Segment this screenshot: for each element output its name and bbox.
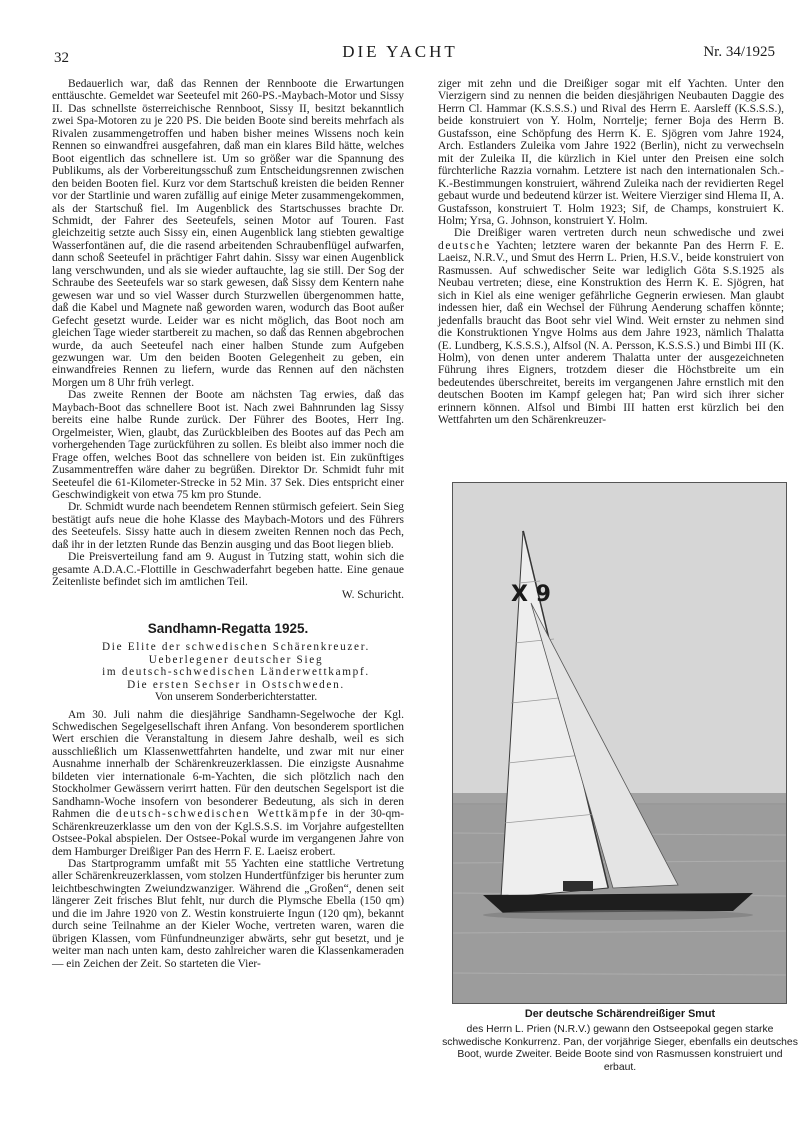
- sail-number: X 9: [511, 582, 551, 607]
- spaced-emphasis: deutsch-schwedischen Wettkämpfe: [115, 808, 330, 821]
- photo-caption-text: des Herrn L. Prien (N.R.V.) gewann den Ostseepokal gegen starke schwedische Konkurrenz. Pan, der vorjährige Sieger, ebenfalls ein deutsches Boot, wurde Zweiter. Beide Boote sind von Rasmussen konstruiert und erbaut.: [442, 1024, 798, 1073]
- paragraph: Die Preisverteilung fand am 9. August in Tutzing statt, wohin sich die gesamte A.D.A.C.-Flottille in Geschwaderfahrt begeben hatte. Eine genaue Zeitenliste befindet sich im amtlichen Teil.: [52, 551, 404, 589]
- article-subtitle: im deutsch-schwedischen Länderwettkampf.: [102, 666, 370, 679]
- right-column: [438, 78, 784, 427]
- article-subtitle: Die Elite der schwedischen Schärenkreuzer.: [101, 641, 371, 654]
- paragraph: Bedauerlich war, daß das Rennen der Rennboote die Erwartungen enttäuschte. Gemeldet war Seeteufel mit 260-PS.-Maybach-Motor und Sissy II. Das schnellste österreichische Rennboot, Sissy II, besitzt bekanntlich zwei Spa-Motoren zu je 220 PS. Die beiden Boote sind bereits mehrfach als Rivalen zusammengetroffen und haben bisher meines Wissens noch kein Rennen so einwandfrei ausgefahren, daß man ein klares Bild hätte, welches Boot eigentlich das schnellere ist. Um so größer war die Spannung des Publikums, als der Vorbereitungsschuß zum Entscheidungsrennen zwischen den beiden Booten fiel. Kurz vor dem Startschuß kreisten die beiden Renner vor der Startlinie und waren zufällig auf einige Meter zusammengekommen, als der Startschuß fiel. Im Augenblick des Startschusses brachte Dr. Schmidt, der Fahrer des Seeteufels, seinen Motor auf Touren. Fast gleichzeitig setzte auch Sissy ein, einen Augenblick lang stiebten gewaltige Wasserfontänen auf, die die rasend arbeitenden Schraubenflügel aufwarfen, dann schoß Seeteufel in prächtiger Fahrt dahin. Sissy war einen Augenblick lang verschwunden, und als sie wieder auftauchte, lag sie still. Der Sog der Schraube des Seeteufels war so stark gewesen, daß Sissy dem Kentern nahe gewesen war und so viel Wasser durch Sturzwellen übergenommen hatte, daß die Kabel und Magnete naß geworden waren, wodurch das Boot außer Gefecht gesetzt wurde. Leider war es nicht möglich, das Boot noch am gleichen Tage wieder startbereit zu machen, so daß das Rennen abgebrochen wurde, da auch Seeteufel nach einer halben Stunde zum Aufgeben gezwungen war. Um den beiden Booten Gelegenheit zu geben, ein einwandfreies Rennen zu liefern, wurde das Rennen auf den nächsten Morgen um 8 Uhr früh verlegt.: [52, 78, 404, 389]
- paragraph: Am 30. Juli nahm die diesjährige Sandhamn-Segelwoche der Kgl. Schwedischen Segelgesellschaft ihren Anfang. Von besonderem sportlichen Wert erschien die Veranstaltung in diesem Jahre deshalb, weil es sich ausschließlich um Klassenwettfahrten handelte, und zwar mit nur einer Ausnahme innerhalb der Schärenkreuzerklassen. Die einzigste Ausnahme bildeten vier internationale 6-m-Yachten, die sich plötzlich nach den Stockholmer Gewässern verirrt hatten. Für den deutschen Segelsport ist die Sandhamn-Woche insofern von besonderer Bedeutung, als sich in deren Rahmen die deutsch-schwedischen Wettkämpfe in der 30-qm-Schärenkreuzerklasse um den von der Kgl.S.S.S. im Vorjahre aufgestellten Ostsee-Pokal abspielen. Der Ostsee-Pokal wurde im vergangenen Jahre von dem Hamburger Dreißiger Pan des Herrn F. E. Laeisz erobert.: [52, 708, 405, 858]
- article-subtitle: Die ersten Sechser in Ostschweden.: [127, 678, 345, 691]
- article-byline: Von unserem Sonderberichterstatter.: [154, 691, 318, 704]
- paragraph: ziger mit zehn und die Dreißiger sogar mit elf Yachten. Unter den Vierzigern sind zu nennen die beiden diesjährigen Neubauten Daggie des Herrn Cl. Hammar (K.S.S.S.) und Rival des Herrn E. Aarsleff (K.S.S.S.), beide konstruiert von Y. Holm, Norrtelje; ferner Boja des Herrn B. Gustafsson, eine Schöpfung des Herrn K. E. Sjögren vom Jahre 1924, Arch. Estlanders Zuleika vom Jahre 1922 (Berlin), nicht zu verwechseln mit der Zuleika II, die kürzlich in Kiel unter den Preisen eine solch fürchterliche Razzia vornahm. Letztere ist nach den internationalen Sch.-K.-Bestimmungen konstruiert, während Zuleika nach der revidierten Regel gebaut wurde und bedeutend kürzer ist. Weitere Vierziger sind Hlema II, A. Gustafsson, konstruiert T. Holm 1923; Sif, de Champs, konstruiert K. Holm; Yrsa, G. Johnson, konstruiert Y. Holm.: [438, 78, 784, 227]
- sailboat-illustration: [453, 483, 786, 1003]
- paragraph: Das Startprogramm umfaßt mit 55 Yachten eine stattliche Vertretung aller Schärenkreuzerklassen, vom stolzen Hundertfünfziger bis herunter zum leichtbeschwingten Zweiundzwanziger. Während die „Großen“, denen seit längerer Zeit frisches Blut fehlt, nur durch die Plymsche Ebella (150 qm) und die im Jahre 1920 von Z. Westin konstruierte Ingun (120 qm), bekannt durch seine Teilnahme an der Kieler Woche, vertreten waren, waren die übrigen Klassen, vom Fünfundneunziger abwärts, sehr gut besetzt, und je weiter man nach unten kam, desto zahlreicher waren die Klassenkameraden — ein Zeichen der Zeit. So starteten die Vier-: [52, 857, 404, 970]
- author-signature: W. Schuricht.: [341, 588, 404, 601]
- left-column: [52, 78, 404, 970]
- journal-title: DIE YACHT: [342, 42, 458, 61]
- paragraph: Die Dreißiger waren vertreten durch neun schwedische und zwei deutsche Yachten; letztere waren der bekannte Pan des Herrn F. E. Laeisz, N.R.V., und Smut des Herrn L. Prien, H.S.V., beide konstruiert von Rasmussen. Auf schwedischer Seite war lediglich Göta S.S.1925 als Neubau vertreten; diese, eine Konstruktion des Herrn K. E. Sjögren, hat sich in Kiel als eine weniger gefährliche Gegnerin erwiesen. Man glaubt indessen hier, daß ein Wechsel der Führung Aenderung schaffen könnte; jedenfalls braucht das Boot sehr viel Wind. Weit ernster zu nehmen sind die Konstruktionen Yngve Holms aus dem Jahre 1923, nämlich Thalatta (E. Lundberg, K.S.S.S.), Alfsol (N. A. Persson, K.S.S.S.) und Bimbi III (K. Holm), von denen unter anderem Thalatta unter der ausgezeichneten Führung ihres Eigners, trotzdem dieser die Höchstbreite um ein bedeutendes überschreitet, bereits im vergangenen Jahre ernstlich mit den deutschen Booten im Kampf gelegen hat; Pan wird sich ihrer sicher erinnern können. Alfsol und Bimbi III hatten erst kürzlich bei den Wettfahrten um den Schärenkreuzer-: [438, 227, 784, 427]
- article-subtitle: Ueberlegener deutscher Sieg: [148, 653, 324, 666]
- photo-caption-title: Der deutsche Schärendreißiger Smut: [524, 1008, 716, 1020]
- page-number: 32: [54, 50, 69, 66]
- paragraph: Das zweite Rennen der Boote am nächsten Tag erwies, daß das Maybach-Boot das schnellere Boot ist. Nach zwei Bahnrunden lag Sissy bereits eine halbe Runde zurück. Der Führer des Bootes, Herr Ing. Orgelmeister, Wien, glaubt, das Zurückbleiben des Bootes auf das Pech am vorhergehenden Tage zurückführen zu sollen. Es bleibt also immer noch die Frage offen, welches Boot das schnellere von beiden ist. Ein zukünftiges Zusammentreffen wäre daher zu begrüßen. Direktor Dr. Schmidt fuhr mit Seeteufel die 61-Kilometer-Strecke in 52 Min. 37 Sek. Dies entspricht einer Geschwindigkeit von etwa 75 km pro Stunde.: [52, 389, 404, 501]
- paragraph: Dr. Schmidt wurde nach beendetem Rennen stürmisch gefeiert. Sein Sieg bestätigt aufs neue die hohe Klasse des Maybach-Motors und des Führers des Seeteufels. Sissy hatte auch in diesem zweiten Rennen noch das Pech, daß ihr in der letzten Runde das Benzin ausging und das Boot liegen blieb.: [52, 501, 404, 551]
- spaced-emphasis: deutsche: [438, 239, 491, 252]
- article-title: Sandhamn-Regatta 1925.: [147, 621, 309, 637]
- issue-number: Nr. 34/1925: [703, 44, 775, 60]
- sailboat-photo: [452, 482, 787, 1004]
